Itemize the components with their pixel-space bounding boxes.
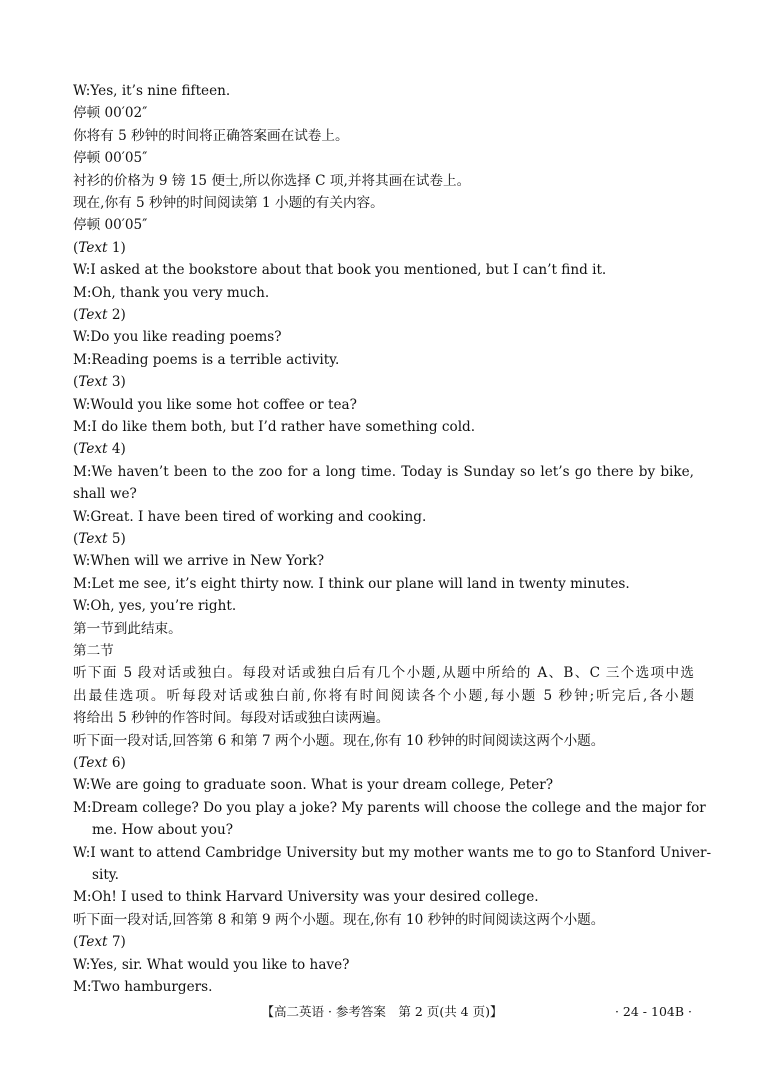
text-line: M:Let me see, it’s eight thirty now. I think our plane will land in twenty minutes. xyxy=(73,575,630,592)
text-line: W:Yes, it’s nine fifteen. xyxy=(73,83,231,99)
text-line: W:We are going to graduate soon. What is your dream college, Peter? xyxy=(73,777,554,794)
text-heading: (Text 3) xyxy=(73,374,126,391)
text-line: 将给出 5 秒钟的作答时间。每段对话或独白读两遍。 xyxy=(73,710,390,727)
text-line: M:Oh, thank you very much. xyxy=(73,284,270,301)
text-line: M:I do like them both, but I’d rather have something cold. xyxy=(73,419,476,435)
text-line: shall we? xyxy=(73,486,137,503)
text-line: 听下面一段对话,回答第 6 和第 7 两个小题。现在,你有 10 秒钟的时间阅读这两个小题。 xyxy=(73,732,605,749)
text-line: 听下面一段对话,回答第 8 和第 9 两个小题。现在,你有 10 秒钟的时间阅读这两个小题。 xyxy=(73,911,605,928)
text-line: sity. xyxy=(92,867,119,883)
text-heading: (Text 6) xyxy=(73,755,126,771)
text-heading: (Text 2) xyxy=(73,307,126,323)
text-line: 第二节 xyxy=(73,643,114,659)
text-heading: (Text 7) xyxy=(73,934,126,951)
text-heading: (Text 5) xyxy=(73,531,126,547)
text-line: M:Oh! I used to think Harvard University was your desired college. xyxy=(73,889,539,906)
text-line: 第一节到此结束。 xyxy=(73,620,182,637)
text-line: M:Two hamburgers. xyxy=(73,979,213,995)
page-footer: 【高二英语 · 参考答案 第 2 页(共 4 页)】 xyxy=(261,1004,503,1019)
text-line: W:I want to attend Cambridge University but my mother wants me to go to Stanford Univer- xyxy=(73,844,712,861)
text-line: 现在,你有 5 秒钟的时间阅读第 1 小题的有关内容。 xyxy=(73,195,384,211)
text-line: W:Great. I have been tired of working and cooking. xyxy=(73,508,427,525)
text-line: me. How about you? xyxy=(92,822,234,839)
text-line: 衬衫的价格为 9 镑 15 便士,所以你选择 C 项,并将其画在试卷上。 xyxy=(73,172,471,189)
document-code: · 24 - 104B · xyxy=(614,1004,692,1019)
text-line: 听下面 5 段对话或独白。每段对话或独白后有几个小题,从题中所给的 A、B、C 三个选项中选 xyxy=(73,665,694,682)
text-line: M:Reading poems is a terrible activity. xyxy=(73,351,340,368)
text-line: 出最佳选项。听每段对话或独白前,你将有时间阅读各个小题,每小题 5 秒钟;听完后,各小题 xyxy=(73,687,694,704)
text-line: 你将有 5 秒钟的时间将正确答案画在试卷上。 xyxy=(73,127,349,144)
text-line: W:I asked at the bookstore about that book you mentioned, but I can’t find it. xyxy=(73,262,607,279)
text-line: 停顿 00′05″ xyxy=(73,150,148,167)
text-line: 停顿 00′05″ xyxy=(73,217,148,234)
text-line: W:Do you like reading poems? xyxy=(73,329,282,346)
text-line: M:We haven’t been to the zoo for a long time. Today is Sunday so let’s go there by bike, xyxy=(73,463,694,480)
text-heading: (Text 4) xyxy=(73,441,126,458)
text-line: M:Dream college? Do you play a joke? My parents will choose the college and the major for xyxy=(73,799,706,816)
text-line: W:Oh, yes, you’re right. xyxy=(73,598,237,615)
text-heading: (Text 1) xyxy=(73,239,126,256)
text-line: W:Yes, sir. What would you like to have? xyxy=(73,956,350,973)
text-line: 停顿 00′02″ xyxy=(73,105,148,122)
text-line: W:When will we arrive in New York? xyxy=(73,553,325,570)
text-line: W:Would you like some hot coffee or tea? xyxy=(73,396,357,413)
